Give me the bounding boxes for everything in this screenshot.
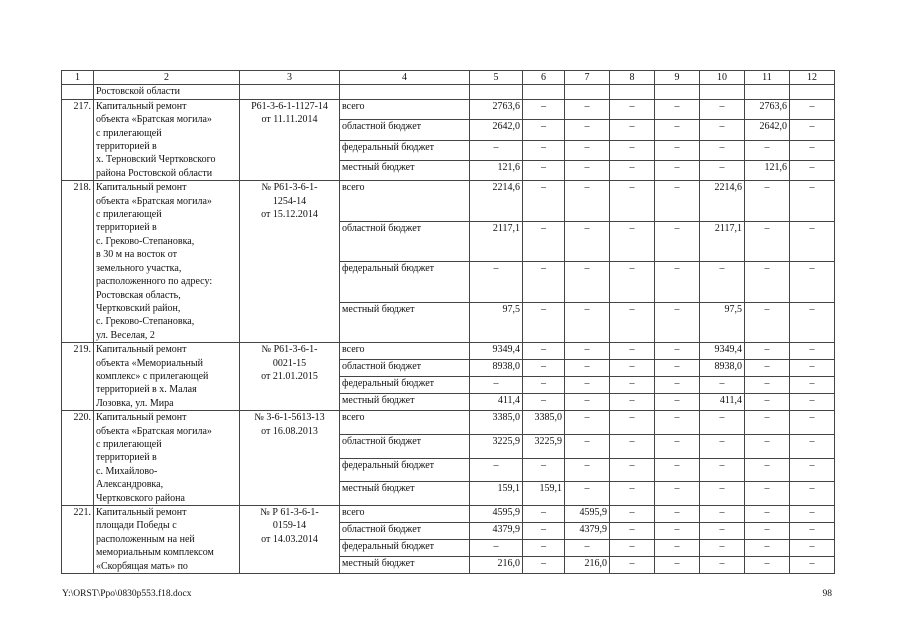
table-row [62, 343, 835, 360]
continuation-row [62, 85, 835, 99]
object-line: Капитальный ремонт [96, 507, 187, 518]
budget-label: всего [340, 181, 470, 221]
header-cell: 10 [700, 71, 745, 85]
value-cell: – [745, 262, 790, 302]
value-cell: 3385,0 [470, 411, 523, 435]
value-cell: – [700, 120, 745, 140]
document-line: 1254-14 [272, 195, 307, 207]
header-cell: 4 [340, 71, 470, 85]
value-cell: – [655, 394, 700, 411]
object-line: Чертковский район, [96, 302, 181, 314]
value-cell: – [523, 394, 565, 411]
value-cell: – [610, 458, 655, 482]
value-cell: – [790, 120, 835, 140]
value-cell: – [523, 540, 565, 557]
value-cell: – [655, 181, 700, 221]
row-number: 220. [62, 411, 94, 506]
budget-label: федеральный бюджет [340, 262, 470, 302]
value-cell: – [700, 377, 745, 394]
empty-cell [610, 85, 655, 99]
value-cell: – [655, 377, 700, 394]
object-line: х. Терновский Чертковского [96, 154, 216, 166]
value-cell: – [655, 411, 700, 435]
value-cell: – [790, 506, 835, 523]
value-cell: – [655, 360, 700, 377]
object-line: комплекс» с прилегающей [96, 370, 209, 382]
value-cell: – [700, 506, 745, 523]
object-line: территорией в х. Малая [96, 384, 197, 396]
budget-label: областной бюджет [340, 221, 470, 261]
value-cell: – [610, 540, 655, 557]
value-cell: – [523, 557, 565, 574]
budget-label: всего [340, 99, 470, 119]
value-cell: 4595,9 [565, 506, 610, 523]
object-line: с. Греково-Степановка, [96, 316, 195, 328]
value-cell: – [655, 482, 700, 506]
budget-label: местный бюджет [340, 482, 470, 506]
object-line: Капитальный ремонт [96, 344, 187, 356]
value-cell: – [655, 302, 700, 342]
value-cell: 4595,9 [470, 506, 523, 523]
value-cell: – [470, 540, 523, 557]
object-line: «Скорбящая мать» по [96, 560, 188, 572]
value-cell: – [523, 140, 565, 160]
value-cell: 159,1 [470, 482, 523, 506]
value-cell: – [565, 540, 610, 557]
empty-cell [565, 85, 610, 99]
value-cell: – [655, 506, 700, 523]
value-cell: – [565, 221, 610, 261]
value-cell: 159,1 [523, 482, 565, 506]
value-cell: 2214,6 [700, 181, 745, 221]
value-cell: – [523, 120, 565, 140]
value-cell: – [523, 458, 565, 482]
document-line: № 3-6-1-5613-13 [254, 412, 325, 424]
budget-label: местный бюджет [340, 302, 470, 342]
object-name [94, 99, 240, 180]
empty-cell [62, 85, 94, 99]
value-cell: – [610, 557, 655, 574]
object-line: территорией в [96, 452, 157, 464]
value-cell: – [790, 360, 835, 377]
value-cell: – [745, 140, 790, 160]
value-cell: – [523, 262, 565, 302]
empty-cell [655, 85, 700, 99]
value-cell: 97,5 [700, 302, 745, 342]
object-line: с. Греково-Степановка, [96, 235, 195, 247]
object-line: с прилегающей [96, 209, 162, 221]
value-cell: – [523, 343, 565, 360]
value-cell: 411,4 [700, 394, 745, 411]
table-row [62, 181, 835, 221]
object-line: мемориальным комплексом [96, 547, 214, 559]
document-line: № Р 61-3-6-1- [260, 507, 319, 518]
value-cell: – [790, 411, 835, 435]
value-cell: – [523, 302, 565, 342]
object-line: Александровка, [96, 479, 164, 491]
value-cell: – [790, 99, 835, 119]
value-cell: – [790, 458, 835, 482]
value-cell: – [565, 360, 610, 377]
value-cell: – [700, 540, 745, 557]
object-name [94, 411, 240, 506]
value-cell: – [745, 523, 790, 540]
value-cell: – [700, 434, 745, 458]
document-number [240, 411, 340, 506]
value-cell: – [745, 302, 790, 342]
value-cell: – [790, 302, 835, 342]
document-line: № Р61-3-6-1- [261, 344, 318, 356]
empty-cell [523, 85, 565, 99]
value-cell: – [790, 557, 835, 574]
value-cell: – [745, 482, 790, 506]
value-cell: 3225,9 [523, 434, 565, 458]
value-cell: – [655, 434, 700, 458]
value-cell: – [610, 160, 655, 180]
value-cell: – [610, 411, 655, 435]
budget-label: местный бюджет [340, 160, 470, 180]
value-cell: – [523, 99, 565, 119]
document-line: № Р61-3-6-1- [261, 182, 318, 194]
document-number [240, 181, 340, 343]
value-cell: – [745, 377, 790, 394]
value-cell: – [745, 458, 790, 482]
table-row [62, 99, 835, 119]
value-cell: – [790, 482, 835, 506]
document-number [240, 99, 340, 180]
empty-cell [470, 85, 523, 99]
value-cell: – [745, 506, 790, 523]
empty-cell [745, 85, 790, 99]
budget-label: федеральный бюджет [340, 458, 470, 482]
object-line: Чертковского района [96, 492, 185, 504]
document-line: 0159-14 [272, 520, 307, 532]
value-cell: – [745, 557, 790, 574]
page-number: 98 [822, 589, 832, 599]
value-cell: – [700, 482, 745, 506]
file-path: Y:\ORST\Ppo\0830p553.f18.docx [62, 589, 192, 599]
value-cell: – [790, 221, 835, 261]
value-cell: 121,6 [745, 160, 790, 180]
continuation-text: Ростовской области [94, 85, 240, 99]
value-cell: – [655, 221, 700, 261]
table-row [62, 506, 835, 523]
value-cell: – [790, 262, 835, 302]
value-cell: – [655, 262, 700, 302]
value-cell: 9349,4 [470, 343, 523, 360]
value-cell: – [745, 343, 790, 360]
value-cell: – [565, 99, 610, 119]
value-cell: 2763,6 [745, 99, 790, 119]
document-line: от 15.12.2014 [261, 209, 318, 221]
object-line: Ростовская область, [96, 289, 181, 301]
object-line: района Ростовской области [96, 167, 213, 179]
value-cell: – [565, 181, 610, 221]
budget-label: областной бюджет [340, 523, 470, 540]
budget-label: местный бюджет [340, 394, 470, 411]
value-cell: – [790, 343, 835, 360]
value-cell: – [523, 377, 565, 394]
budget-label: всего [340, 506, 470, 523]
document-line: Р61-3-6-1-1127-14 [251, 100, 328, 112]
value-cell: 97,5 [470, 302, 523, 342]
value-cell: – [790, 181, 835, 221]
value-cell: – [610, 120, 655, 140]
object-name [94, 343, 240, 411]
value-cell: – [655, 557, 700, 574]
header-cell: 5 [470, 71, 523, 85]
header-cell: 1 [62, 71, 94, 85]
value-cell: – [610, 482, 655, 506]
budget-label: федеральный бюджет [340, 540, 470, 557]
value-cell: 2642,0 [745, 120, 790, 140]
value-cell: – [655, 523, 700, 540]
value-cell: 8938,0 [700, 360, 745, 377]
object-line: Капитальный ремонт [96, 182, 187, 194]
value-cell: – [610, 523, 655, 540]
value-cell: – [745, 360, 790, 377]
value-cell: – [610, 181, 655, 221]
value-cell: – [790, 540, 835, 557]
row-number: 219. [62, 343, 94, 411]
document-line: от 11.11.2014 [261, 114, 318, 126]
value-cell: – [565, 394, 610, 411]
value-cell: – [470, 262, 523, 302]
value-cell: – [565, 302, 610, 342]
value-cell: – [610, 434, 655, 458]
value-cell: – [700, 557, 745, 574]
object-line: ул. Веселая, 2 [96, 329, 155, 341]
header-cell: 2 [94, 71, 240, 85]
object-line: объекта «Братская могила» [96, 425, 212, 437]
object-line: Лозовка, ул. Мира [96, 397, 174, 409]
value-cell: 121,6 [470, 160, 523, 180]
value-cell: – [565, 140, 610, 160]
value-cell: – [745, 434, 790, 458]
value-cell: 2117,1 [700, 221, 745, 261]
row-number: 221. [62, 506, 94, 574]
value-cell: 4379,9 [470, 523, 523, 540]
empty-cell [790, 85, 835, 99]
header-cell: 3 [240, 71, 340, 85]
value-cell: – [523, 221, 565, 261]
value-cell: – [565, 160, 610, 180]
value-cell: 3225,9 [470, 434, 523, 458]
object-name [94, 506, 240, 574]
value-cell: – [610, 377, 655, 394]
value-cell: 9349,4 [700, 343, 745, 360]
value-cell: – [565, 411, 610, 435]
value-cell: – [700, 411, 745, 435]
value-cell: 2642,0 [470, 120, 523, 140]
value-cell: – [745, 540, 790, 557]
header-row [62, 71, 835, 85]
value-cell: – [610, 140, 655, 160]
budget-label: федеральный бюджет [340, 377, 470, 394]
value-cell: – [790, 523, 835, 540]
value-cell: – [565, 377, 610, 394]
value-cell: – [470, 458, 523, 482]
budget-table [61, 70, 835, 574]
value-cell: – [565, 262, 610, 302]
document-line: от 16.08.2013 [261, 425, 318, 437]
header-cell: 7 [565, 71, 610, 85]
value-cell: – [700, 140, 745, 160]
value-cell: – [565, 482, 610, 506]
empty-cell [340, 85, 470, 99]
budget-label: федеральный бюджет [340, 140, 470, 160]
value-cell: – [655, 120, 700, 140]
budget-label: областной бюджет [340, 360, 470, 377]
object-line: территорией в [96, 222, 157, 234]
value-cell: – [565, 120, 610, 140]
value-cell: 411,4 [470, 394, 523, 411]
empty-cell [700, 85, 745, 99]
value-cell: – [610, 99, 655, 119]
value-cell: – [610, 343, 655, 360]
value-cell: – [655, 99, 700, 119]
value-cell: – [790, 377, 835, 394]
value-cell: 4379,9 [565, 523, 610, 540]
object-line: расположенного по адресу: [96, 276, 213, 288]
object-line: с прилегающей [96, 127, 162, 139]
budget-label: всего [340, 411, 470, 435]
value-cell: – [655, 540, 700, 557]
value-cell: 2117,1 [470, 221, 523, 261]
value-cell: – [655, 140, 700, 160]
value-cell: – [790, 160, 835, 180]
value-cell: – [655, 458, 700, 482]
value-cell: – [745, 181, 790, 221]
value-cell: – [523, 160, 565, 180]
value-cell: – [610, 506, 655, 523]
object-line: территорией в [96, 141, 157, 153]
document-line: 0021-15 [272, 357, 307, 369]
header-cell: 8 [610, 71, 655, 85]
value-cell: 2214,6 [470, 181, 523, 221]
value-cell: – [610, 262, 655, 302]
budget-label: областной бюджет [340, 434, 470, 458]
value-cell: – [790, 140, 835, 160]
value-cell: – [610, 302, 655, 342]
document-number [240, 343, 340, 411]
object-line: Капитальный ремонт [96, 412, 187, 424]
value-cell: – [700, 262, 745, 302]
object-line: с. Михайлово- [96, 465, 158, 477]
value-cell: – [745, 221, 790, 261]
value-cell: – [790, 394, 835, 411]
value-cell: 2763,6 [470, 99, 523, 119]
value-cell: – [655, 343, 700, 360]
object-line: площади Победы с [96, 520, 177, 532]
header-cell: 6 [523, 71, 565, 85]
value-cell: – [565, 458, 610, 482]
value-cell: – [655, 160, 700, 180]
value-cell: 216,0 [565, 557, 610, 574]
object-line: объекта «Братская могила» [96, 195, 212, 207]
document-line: от 14.03.2014 [261, 533, 318, 545]
document-line: от 21.01.2015 [261, 370, 318, 382]
object-line: с прилегающей [96, 438, 162, 450]
object-line: объекта «Братская могила» [96, 114, 212, 126]
value-cell: – [565, 343, 610, 360]
table-row [62, 411, 835, 435]
object-line: Капитальный ремонт [96, 100, 187, 112]
document-number [240, 506, 340, 574]
value-cell: – [700, 99, 745, 119]
header-cell: 9 [655, 71, 700, 85]
value-cell: 216,0 [470, 557, 523, 574]
value-cell: – [523, 181, 565, 221]
value-cell: – [700, 458, 745, 482]
object-line: в 30 м на восток от [96, 249, 178, 261]
value-cell: – [745, 411, 790, 435]
value-cell: – [610, 360, 655, 377]
value-cell: – [523, 506, 565, 523]
value-cell: 3385,0 [523, 411, 565, 435]
header-cell: 12 [790, 71, 835, 85]
value-cell: – [790, 434, 835, 458]
value-cell: – [565, 434, 610, 458]
object-line: расположенным на ней [96, 533, 195, 545]
value-cell: – [745, 394, 790, 411]
value-cell: – [523, 360, 565, 377]
value-cell: – [470, 140, 523, 160]
row-number: 218. [62, 181, 94, 343]
object-name [94, 181, 240, 343]
object-line: земельного участка, [96, 262, 182, 274]
object-line: объекта «Мемориальный [96, 357, 203, 369]
value-cell: – [610, 221, 655, 261]
budget-label: местный бюджет [340, 557, 470, 574]
header-cell: 11 [745, 71, 790, 85]
value-cell: – [700, 523, 745, 540]
value-cell: 8938,0 [470, 360, 523, 377]
value-cell: – [610, 394, 655, 411]
budget-label: областной бюджет [340, 120, 470, 140]
value-cell: – [523, 523, 565, 540]
row-number: 217. [62, 99, 94, 180]
budget-label: всего [340, 343, 470, 360]
value-cell: – [470, 377, 523, 394]
empty-cell [240, 85, 340, 99]
value-cell: – [700, 160, 745, 180]
